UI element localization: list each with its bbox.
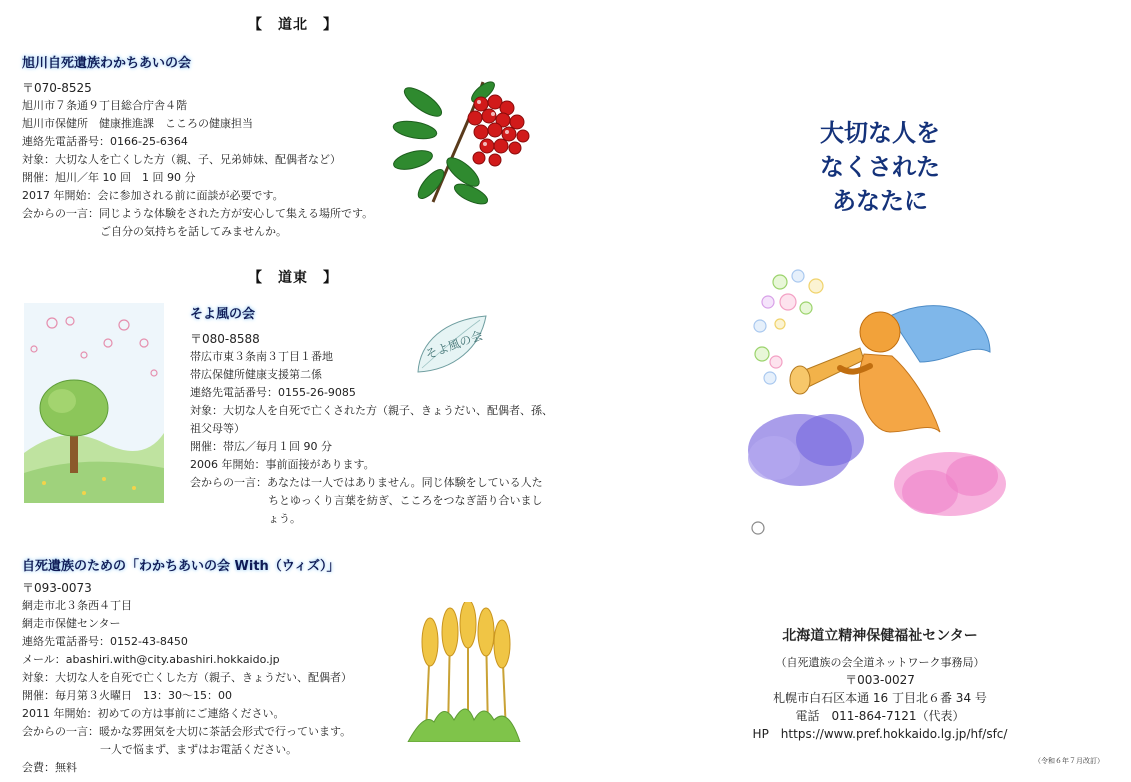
group-title-asahikawa: 旭川自死遺族わかちあいの会 (22, 56, 192, 71)
message-line: ょう。 (268, 512, 301, 525)
group-info-asahikawa (22, 79, 373, 241)
target-line-cont: 祖父母等） (190, 422, 245, 435)
center-phone: 電話 011-864-7121（代表） (795, 709, 965, 723)
center-address: 札幌市白石区本通 16 丁目北６番 34 号 (773, 691, 987, 705)
message-line: 会からの一言：暖かな雰囲気を大切に茶話会形式で行っています。 (22, 725, 352, 738)
group-title-with: 自死遺族のための「わかちあいの会 With（ウィズ）」 (22, 559, 340, 574)
postal-code: 〒080-8588 (190, 332, 260, 346)
address-line: 旭川市７条通９丁目総合庁舎４階 (22, 99, 187, 112)
message-line: 会からの一言：同じような体験をされた方が安心して集える場所です。 (22, 207, 374, 220)
group-title-soyokaze: そよ風の会 (190, 307, 256, 322)
message-line: ちとゆっくり言葉を紡ぎ、こころをつなぎ語り合いまし (268, 494, 543, 507)
target-line: 対象：大切な人を自死で亡くされた方（親子、きょうだい、配偶者、孫、 (190, 404, 553, 417)
wheat-illustration (404, 602, 524, 742)
cover-title-line: なくされた (820, 153, 940, 181)
postal-code: 〒070-8525 (22, 81, 92, 95)
region-heading-doto: 【 道東 】 (248, 270, 338, 286)
cover-title-line: あなたに (832, 187, 928, 215)
schedule-line: 開催：旭川／年 10 回 1 回 90 分 (22, 171, 196, 184)
message-line: ご自分の気持ちを話してみませんか。 (100, 225, 287, 238)
phone-line: 連絡先電話番号：0166-25-6364 (22, 135, 188, 148)
office-line: 旭川市保健所 健康推進課 こころの健康担当 (22, 117, 253, 130)
schedule-line: 開催：毎月第３火曜日 13：30～15：00 (22, 689, 232, 702)
address-line: 網走市北３条西４丁目 (22, 599, 132, 612)
message-line: 会からの一言：あなたは一人ではありません。同じ体験をしている人た (190, 476, 543, 489)
fee-line: 会費：無料 (22, 761, 77, 774)
region-heading-dohoku: 【 道北 】 (248, 17, 338, 33)
target-line: 対象：大切な人を自死で亡くした方（親子、きょうだい、配偶者） (22, 671, 352, 684)
center-postal: 〒003-0027 (845, 673, 915, 687)
meadow-tree-illustration (24, 303, 164, 503)
center-name: 北海道立精神保健福祉センター (782, 628, 978, 644)
target-line: 対象：大切な人を亡くした方（親、子、兄弟姉妹、配偶者など） (22, 153, 341, 166)
start-line: 2011 年開始：初めての方は事前にご連絡ください。 (22, 707, 285, 720)
start-line: 2006 年開始：事前面接があります。 (190, 458, 375, 471)
phone-line: 連絡先電話番号：0155-26-9085 (190, 386, 356, 399)
cover-title-line: 大切な人を (820, 119, 940, 147)
group-info-with (22, 579, 352, 777)
rowan-berries-illustration (383, 72, 533, 212)
group-info-soyokaze (190, 330, 553, 528)
postal-code: 〒093-0073 (22, 581, 92, 595)
angel-trumpet-illustration (740, 262, 1020, 542)
soyokaze-logo-text: そよ風の会 (423, 328, 485, 362)
email-line: メール：abashiri.with@city.abashiri.hokkaido.jp (22, 653, 280, 666)
address-line: 帯広市東３条南３丁目１番地 (190, 350, 333, 363)
cover-title (780, 116, 980, 218)
phone-line: 連絡先電話番号：0152-43-8450 (22, 635, 188, 648)
center-network: （自死遺族の会全道ネットワーク事務局） (775, 656, 985, 669)
center-website[interactable]: HP https://www.pref.hokkaido.lg.jp/hf/sfc/ (752, 727, 1008, 741)
office-line: 網走市保健センター (22, 617, 121, 630)
revision-note: （令和６年７月改訂） (1034, 757, 1104, 765)
soyokaze-leaf-logo (414, 312, 490, 376)
start-line: 2017 年開始：会に参加される前に面談が必要です。 (22, 189, 284, 202)
office-line: 帯広保健所健康支援第二係 (190, 368, 322, 381)
schedule-line: 開催：帯広／毎月１回 90 分 (190, 440, 332, 453)
message-line: 一人で悩まず、まずはお電話ください。 (100, 743, 298, 756)
